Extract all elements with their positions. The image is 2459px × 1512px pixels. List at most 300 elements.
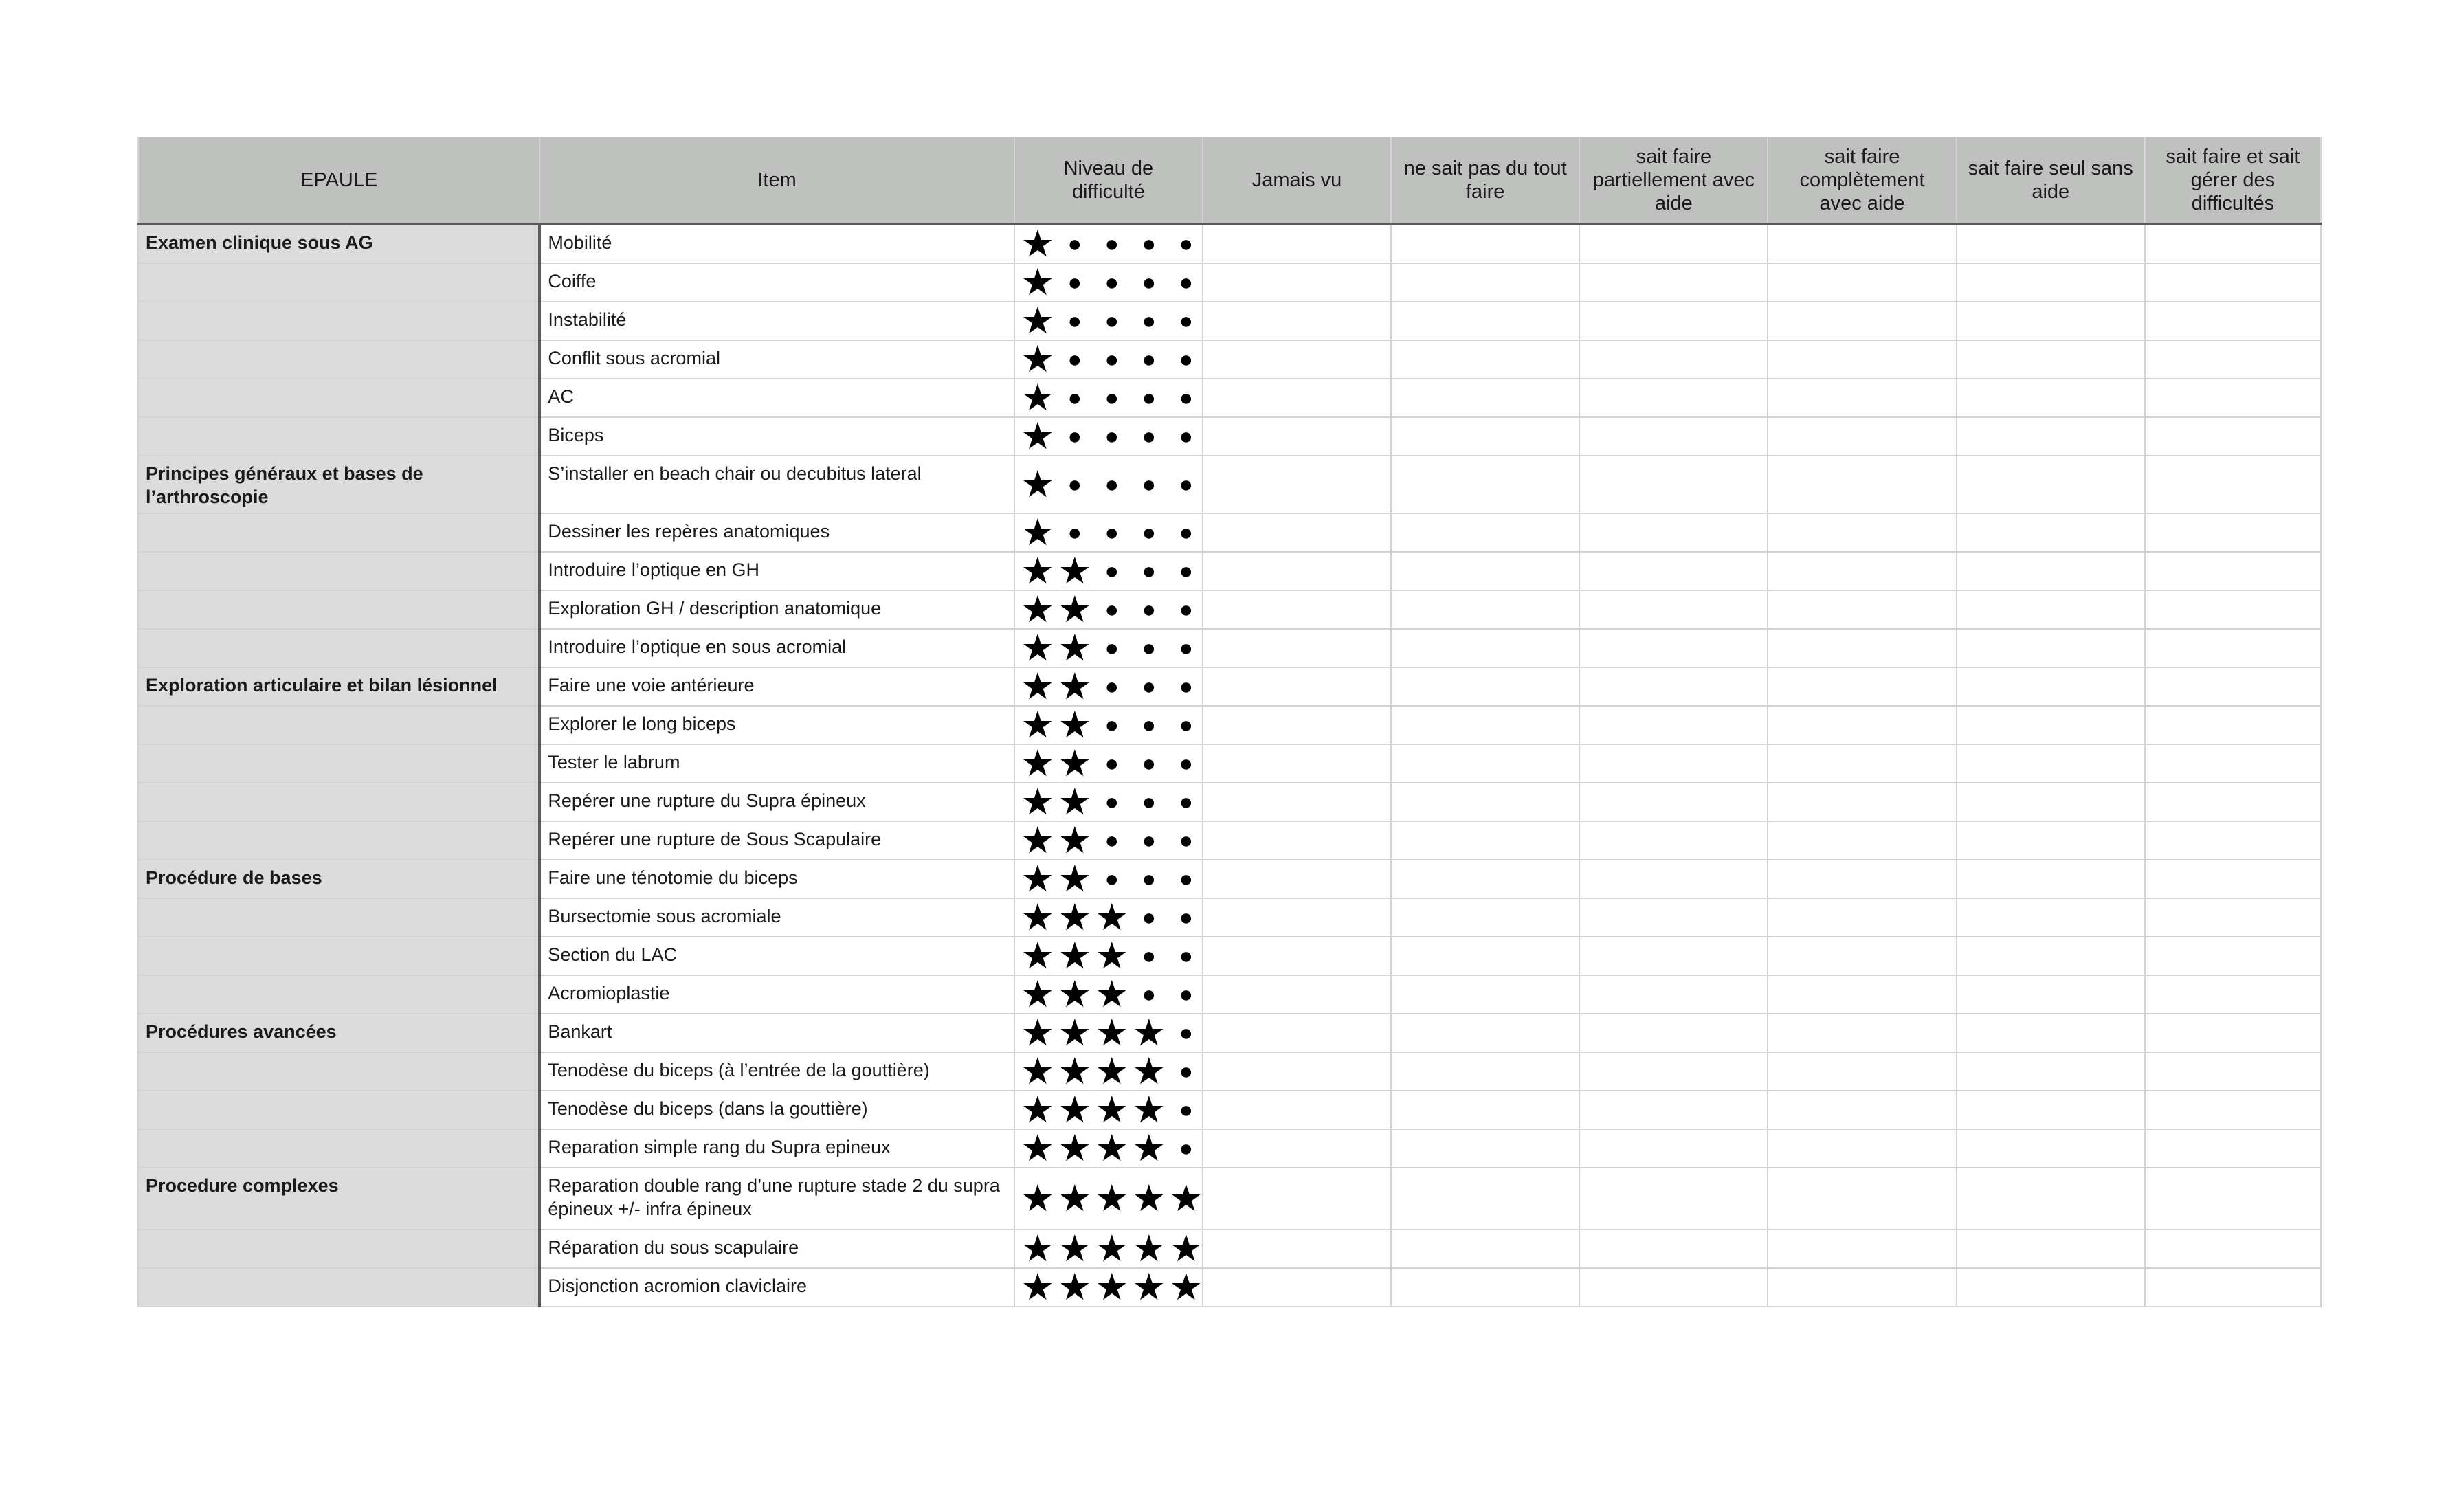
table-body	[138, 224, 2321, 1307]
eval-cell-cannot-do[interactable]	[1391, 629, 1579, 667]
category-cell	[138, 590, 539, 629]
dot-icon: ●	[1142, 712, 1157, 738]
star-icon: ★	[1058, 1178, 1091, 1219]
category-cell	[138, 340, 539, 379]
category-cell	[138, 513, 539, 552]
eval-cell-manage-difficulties[interactable]	[2145, 302, 2321, 340]
eval-cell-partial-with-help[interactable]	[1579, 1091, 1768, 1129]
dot-icon: ●	[1179, 827, 1194, 854]
eval-cell-cannot-do[interactable]	[1391, 1052, 1579, 1091]
table-row	[138, 629, 2321, 667]
eval-cell-partial-with-help[interactable]	[1579, 417, 1768, 456]
table-row	[138, 783, 2321, 821]
eval-cell-manage-difficulties[interactable]	[2145, 1052, 2321, 1091]
dot-icon: ●	[1104, 674, 1120, 700]
eval-cell-alone[interactable]	[1957, 937, 2145, 975]
dot-icon: ●	[1067, 471, 1082, 498]
eval-cell-never-seen[interactable]	[1203, 552, 1391, 590]
dot-icon: ●	[1142, 346, 1157, 373]
eval-cell-partial-with-help[interactable]	[1579, 975, 1768, 1014]
eval-cell-full-with-help[interactable]	[1768, 340, 1956, 379]
dot-icon: ●	[1179, 866, 1194, 892]
eval-cell-alone[interactable]	[1957, 513, 2145, 552]
eval-cell-never-seen[interactable]	[1203, 937, 1391, 975]
eval-cell-never-seen[interactable]	[1203, 629, 1391, 667]
eval-cell-never-seen[interactable]	[1203, 860, 1391, 898]
eval-cell-full-with-help[interactable]	[1768, 898, 1956, 937]
table-row	[138, 860, 2321, 898]
header-cannot-do: ne sait pas du tout faire	[1391, 137, 1579, 224]
eval-cell-alone[interactable]	[1957, 1129, 2145, 1168]
table-row	[138, 667, 2321, 706]
eval-cell-alone[interactable]	[1957, 590, 2145, 629]
eval-cell-cannot-do[interactable]	[1391, 340, 1579, 379]
dot-icon: ●	[1179, 1058, 1194, 1085]
eval-cell-manage-difficulties[interactable]	[2145, 937, 2321, 975]
dot-icon: ●	[1067, 231, 1082, 257]
eval-cell-full-with-help[interactable]	[1768, 706, 1956, 744]
eval-cell-partial-with-help[interactable]	[1579, 1014, 1768, 1052]
star-icon: ★	[1058, 1012, 1091, 1054]
eval-cell-never-seen[interactable]	[1203, 590, 1391, 629]
eval-cell-full-with-help[interactable]	[1768, 379, 1956, 417]
eval-cell-never-seen[interactable]	[1203, 1268, 1391, 1307]
eval-cell-alone[interactable]	[1957, 263, 2145, 302]
eval-cell-full-with-help[interactable]	[1768, 667, 1956, 706]
dot-icon: ●	[1142, 866, 1157, 892]
eval-cell-manage-difficulties[interactable]	[2145, 590, 2321, 629]
eval-cell-partial-with-help[interactable]	[1579, 898, 1768, 937]
eval-cell-manage-difficulties[interactable]	[2145, 898, 2321, 937]
eval-cell-never-seen[interactable]	[1203, 417, 1391, 456]
eval-cell-partial-with-help[interactable]	[1579, 860, 1768, 898]
eval-cell-never-seen[interactable]	[1203, 513, 1391, 552]
dot-icon: ●	[1179, 981, 1194, 1008]
eval-cell-cannot-do[interactable]	[1391, 1168, 1579, 1230]
category-cell	[138, 552, 539, 590]
star-icon: ★	[1132, 1267, 1166, 1308]
dot-icon: ●	[1142, 308, 1157, 334]
eval-cell-full-with-help[interactable]	[1768, 1052, 1956, 1091]
star-icon: ★	[1021, 262, 1054, 303]
dot-icon: ●	[1067, 346, 1082, 373]
dot-icon: ●	[1179, 904, 1194, 931]
eval-cell-partial-with-help[interactable]	[1579, 513, 1768, 552]
difficulty-rating	[1014, 937, 1203, 975]
table-row	[138, 417, 2321, 456]
eval-cell-manage-difficulties[interactable]	[2145, 1091, 2321, 1129]
dot-icon: ●	[1104, 231, 1120, 257]
eval-cell-cannot-do[interactable]	[1391, 456, 1579, 513]
eval-cell-cannot-do[interactable]	[1391, 706, 1579, 744]
header-manage-difficulties: sait faire et sait gérer des difficultés	[2145, 137, 2321, 224]
star-icon: ★	[1021, 1267, 1054, 1308]
star-icon: ★	[1021, 743, 1054, 784]
star-icon: ★	[1132, 1051, 1166, 1092]
star-icon: ★	[1095, 1089, 1128, 1131]
star-icon: ★	[1021, 666, 1054, 707]
eval-cell-manage-difficulties[interactable]	[2145, 340, 2321, 379]
eval-cell-partial-with-help[interactable]	[1579, 1168, 1768, 1230]
dot-icon: ●	[1179, 1097, 1194, 1123]
dot-icon: ●	[1142, 269, 1157, 296]
eval-cell-never-seen[interactable]	[1203, 744, 1391, 783]
eval-cell-full-with-help[interactable]	[1768, 744, 1956, 783]
star-icon: ★	[1021, 897, 1054, 938]
star-icon: ★	[1021, 858, 1054, 900]
eval-cell-alone[interactable]	[1957, 821, 2145, 860]
category-cell	[138, 1052, 539, 1091]
eval-cell-manage-difficulties[interactable]	[2145, 552, 2321, 590]
header-partial-with-help: sait faire partiellement avec aide	[1579, 137, 1768, 224]
star-icon: ★	[1095, 974, 1128, 1015]
star-icon: ★	[1095, 1267, 1128, 1308]
difficulty-rating	[1014, 975, 1203, 1014]
eval-cell-partial-with-help[interactable]	[1579, 340, 1768, 379]
eval-cell-alone[interactable]	[1957, 1268, 2145, 1307]
eval-cell-partial-with-help[interactable]	[1579, 744, 1768, 783]
eval-cell-partial-with-help[interactable]	[1579, 1052, 1768, 1091]
eval-cell-cannot-do[interactable]	[1391, 513, 1579, 552]
eval-cell-alone[interactable]	[1957, 1014, 2145, 1052]
eval-cell-cannot-do[interactable]	[1391, 744, 1579, 783]
dot-icon: ●	[1179, 943, 1194, 969]
dot-icon: ●	[1179, 471, 1194, 498]
eval-cell-cannot-do[interactable]	[1391, 1268, 1579, 1307]
eval-cell-manage-difficulties[interactable]	[2145, 667, 2321, 706]
eval-cell-full-with-help[interactable]	[1768, 1230, 1956, 1268]
dot-icon: ●	[1104, 597, 1120, 623]
eval-cell-full-with-help[interactable]	[1768, 417, 1956, 456]
category-cell: Principes généraux et bases de l’arthroscopie	[138, 456, 539, 513]
eval-cell-alone[interactable]	[1957, 744, 2145, 783]
eval-cell-never-seen[interactable]	[1203, 667, 1391, 706]
difficulty-rating	[1014, 821, 1203, 860]
star-icon: ★	[1021, 1128, 1054, 1169]
item-cell: Bursectomie sous acromiale	[539, 898, 1014, 937]
eval-cell-manage-difficulties[interactable]	[2145, 417, 2321, 456]
dot-icon: ●	[1104, 385, 1120, 411]
eval-cell-alone[interactable]	[1957, 340, 2145, 379]
eval-cell-cannot-do[interactable]	[1391, 552, 1579, 590]
eval-cell-manage-difficulties[interactable]	[2145, 629, 2321, 667]
eval-cell-full-with-help[interactable]	[1768, 629, 1956, 667]
eval-cell-alone[interactable]	[1957, 1052, 2145, 1091]
dot-icon: ●	[1179, 558, 1194, 584]
dot-icon: ●	[1104, 789, 1120, 815]
eval-cell-cannot-do[interactable]	[1391, 860, 1579, 898]
eval-cell-manage-difficulties[interactable]	[2145, 783, 2321, 821]
dot-icon: ●	[1104, 520, 1120, 546]
eval-cell-full-with-help[interactable]	[1768, 590, 1956, 629]
eval-cell-never-seen[interactable]	[1203, 224, 1391, 263]
eval-cell-alone[interactable]	[1957, 1230, 2145, 1268]
eval-cell-manage-difficulties[interactable]	[2145, 1129, 2321, 1168]
dot-icon: ●	[1104, 308, 1120, 334]
table-row	[138, 552, 2321, 590]
eval-cell-partial-with-help[interactable]	[1579, 783, 1768, 821]
eval-cell-partial-with-help[interactable]	[1579, 1268, 1768, 1307]
category-cell	[138, 975, 539, 1014]
eval-cell-full-with-help[interactable]	[1768, 821, 1956, 860]
category-cell	[138, 821, 539, 860]
dot-icon: ●	[1142, 789, 1157, 815]
eval-cell-cannot-do[interactable]	[1391, 302, 1579, 340]
table-row	[138, 706, 2321, 744]
eval-cell-cannot-do[interactable]	[1391, 590, 1579, 629]
dot-icon: ●	[1179, 1135, 1194, 1161]
eval-cell-manage-difficulties[interactable]	[2145, 263, 2321, 302]
eval-cell-cannot-do[interactable]	[1391, 783, 1579, 821]
eval-cell-manage-difficulties[interactable]	[2145, 1230, 2321, 1268]
eval-cell-full-with-help[interactable]	[1768, 1091, 1956, 1129]
difficulty-rating	[1014, 340, 1203, 379]
eval-cell-full-with-help[interactable]	[1768, 513, 1956, 552]
eval-cell-partial-with-help[interactable]	[1579, 821, 1768, 860]
star-icon: ★	[1132, 1128, 1166, 1169]
dot-icon: ●	[1067, 520, 1082, 546]
eval-cell-manage-difficulties[interactable]	[2145, 860, 2321, 898]
eval-cell-partial-with-help[interactable]	[1579, 456, 1768, 513]
star-icon: ★	[1021, 1012, 1054, 1054]
eval-cell-partial-with-help[interactable]	[1579, 1230, 1768, 1268]
dot-icon: ●	[1104, 471, 1120, 498]
dot-icon: ●	[1104, 751, 1120, 777]
eval-cell-never-seen[interactable]	[1203, 1091, 1391, 1129]
eval-cell-full-with-help[interactable]	[1768, 456, 1956, 513]
eval-cell-partial-with-help[interactable]	[1579, 937, 1768, 975]
eval-cell-alone[interactable]	[1957, 629, 2145, 667]
eval-cell-manage-difficulties[interactable]	[2145, 379, 2321, 417]
table-row	[138, 975, 2321, 1014]
eval-cell-cannot-do[interactable]	[1391, 263, 1579, 302]
eval-cell-full-with-help[interactable]	[1768, 937, 1956, 975]
category-cell	[138, 379, 539, 417]
eval-cell-never-seen[interactable]	[1203, 1230, 1391, 1268]
eval-cell-alone[interactable]	[1957, 456, 2145, 513]
dot-icon: ●	[1067, 269, 1082, 296]
eval-cell-alone[interactable]	[1957, 667, 2145, 706]
eval-cell-full-with-help[interactable]	[1768, 263, 1956, 302]
dot-icon: ●	[1142, 981, 1157, 1008]
eval-cell-cannot-do[interactable]	[1391, 667, 1579, 706]
difficulty-rating	[1014, 513, 1203, 552]
difficulty-rating	[1014, 302, 1203, 340]
item-cell: Tenodèse du biceps (à l’entrée de la gouttière)	[539, 1052, 1014, 1091]
category-cell	[138, 1091, 539, 1129]
eval-cell-never-seen[interactable]	[1203, 1129, 1391, 1168]
item-cell: Faire une ténotomie du biceps	[539, 860, 1014, 898]
table-row	[138, 1014, 2321, 1052]
eval-cell-alone[interactable]	[1957, 224, 2145, 263]
difficulty-rating	[1014, 456, 1203, 513]
eval-cell-partial-with-help[interactable]	[1579, 263, 1768, 302]
difficulty-rating	[1014, 552, 1203, 590]
eval-cell-manage-difficulties[interactable]	[2145, 456, 2321, 513]
eval-cell-partial-with-help[interactable]	[1579, 590, 1768, 629]
table-row	[138, 590, 2321, 629]
star-icon: ★	[1021, 464, 1054, 505]
dot-icon: ●	[1179, 789, 1194, 815]
star-icon: ★	[1095, 1012, 1128, 1054]
eval-cell-never-seen[interactable]	[1203, 379, 1391, 417]
eval-cell-cannot-do[interactable]	[1391, 417, 1579, 456]
table-row	[138, 1091, 2321, 1129]
star-icon: ★	[1021, 1178, 1054, 1219]
eval-cell-never-seen[interactable]	[1203, 898, 1391, 937]
eval-cell-alone[interactable]	[1957, 1091, 2145, 1129]
eval-cell-manage-difficulties[interactable]	[2145, 224, 2321, 263]
dot-icon: ●	[1142, 943, 1157, 969]
difficulty-rating	[1014, 1168, 1203, 1230]
eval-cell-never-seen[interactable]	[1203, 1052, 1391, 1091]
star-icon: ★	[1021, 781, 1054, 823]
star-icon: ★	[1021, 627, 1054, 669]
item-cell: Repérer une rupture du Supra épineux	[539, 783, 1014, 821]
eval-cell-full-with-help[interactable]	[1768, 1014, 1956, 1052]
item-cell: S’installer en beach chair ou decubitus lateral	[539, 456, 1014, 513]
star-icon: ★	[1095, 1228, 1128, 1269]
eval-cell-partial-with-help[interactable]	[1579, 302, 1768, 340]
eval-cell-never-seen[interactable]	[1203, 1168, 1391, 1230]
header-full-with-help: sait faire complètement avec aide	[1768, 137, 1956, 224]
category-cell	[138, 783, 539, 821]
category-cell	[138, 744, 539, 783]
item-cell: Introduire l’optique en sous acromial	[539, 629, 1014, 667]
eval-cell-alone[interactable]	[1957, 417, 2145, 456]
eval-cell-never-seen[interactable]	[1203, 975, 1391, 1014]
difficulty-rating	[1014, 898, 1203, 937]
eval-cell-alone[interactable]	[1957, 783, 2145, 821]
eval-cell-alone[interactable]	[1957, 552, 2145, 590]
eval-cell-cannot-do[interactable]	[1391, 937, 1579, 975]
star-icon: ★	[1021, 1228, 1054, 1269]
eval-cell-full-with-help[interactable]	[1768, 1129, 1956, 1168]
eval-cell-cannot-do[interactable]	[1391, 1091, 1579, 1129]
eval-cell-never-seen[interactable]	[1203, 302, 1391, 340]
eval-cell-never-seen[interactable]	[1203, 821, 1391, 860]
item-cell: Instabilité	[539, 302, 1014, 340]
eval-cell-never-seen[interactable]	[1203, 783, 1391, 821]
eval-cell-alone[interactable]	[1957, 860, 2145, 898]
eval-cell-full-with-help[interactable]	[1768, 224, 1956, 263]
difficulty-rating	[1014, 744, 1203, 783]
star-icon: ★	[1058, 1228, 1091, 1269]
eval-cell-partial-with-help[interactable]	[1579, 667, 1768, 706]
eval-cell-full-with-help[interactable]	[1768, 975, 1956, 1014]
dot-icon: ●	[1179, 346, 1194, 373]
dot-icon: ●	[1142, 385, 1157, 411]
eval-cell-manage-difficulties[interactable]	[2145, 821, 2321, 860]
category-cell: Procedure complexes	[138, 1168, 539, 1230]
eval-cell-manage-difficulties[interactable]	[2145, 513, 2321, 552]
star-icon: ★	[1058, 820, 1091, 861]
dot-icon: ●	[1104, 346, 1120, 373]
dot-icon: ●	[1142, 904, 1157, 931]
eval-cell-manage-difficulties[interactable]	[2145, 1268, 2321, 1307]
eval-cell-partial-with-help[interactable]	[1579, 552, 1768, 590]
item-cell: Exploration GH / description anatomique	[539, 590, 1014, 629]
star-icon: ★	[1021, 512, 1054, 553]
item-cell: Reparation simple rang du Supra epineux	[539, 1129, 1014, 1168]
eval-cell-cannot-do[interactable]	[1391, 1129, 1579, 1168]
star-icon: ★	[1169, 1267, 1203, 1308]
difficulty-rating	[1014, 417, 1203, 456]
category-cell: Examen clinique sous AG	[138, 224, 539, 263]
eval-cell-cannot-do[interactable]	[1391, 975, 1579, 1014]
star-icon: ★	[1058, 704, 1091, 746]
difficulty-rating	[1014, 860, 1203, 898]
star-icon: ★	[1058, 1267, 1091, 1308]
eval-cell-full-with-help[interactable]	[1768, 1268, 1956, 1307]
difficulty-rating	[1014, 590, 1203, 629]
eval-cell-cannot-do[interactable]	[1391, 821, 1579, 860]
eval-cell-full-with-help[interactable]	[1768, 1168, 1956, 1230]
difficulty-rating	[1014, 629, 1203, 667]
eval-cell-alone[interactable]	[1957, 1168, 2145, 1230]
header-epaule: EPAULE	[138, 137, 539, 224]
eval-cell-cannot-do[interactable]	[1391, 379, 1579, 417]
eval-cell-cannot-do[interactable]	[1391, 224, 1579, 263]
eval-cell-manage-difficulties[interactable]	[2145, 975, 2321, 1014]
eval-cell-never-seen[interactable]	[1203, 706, 1391, 744]
star-icon: ★	[1021, 223, 1054, 265]
eval-cell-cannot-do[interactable]	[1391, 1014, 1579, 1052]
star-icon: ★	[1132, 1089, 1166, 1131]
eval-cell-never-seen[interactable]	[1203, 263, 1391, 302]
star-icon: ★	[1132, 1228, 1166, 1269]
eval-cell-cannot-do[interactable]	[1391, 1230, 1579, 1268]
category-cell	[138, 1230, 539, 1268]
eval-cell-never-seen[interactable]	[1203, 340, 1391, 379]
eval-cell-alone[interactable]	[1957, 706, 2145, 744]
item-cell: Explorer le long biceps	[539, 706, 1014, 744]
star-icon: ★	[1058, 935, 1091, 977]
category-cell	[138, 706, 539, 744]
dot-icon: ●	[1179, 385, 1194, 411]
eval-cell-never-seen[interactable]	[1203, 456, 1391, 513]
table-row	[138, 379, 2321, 417]
eval-cell-never-seen[interactable]	[1203, 1014, 1391, 1052]
eval-cell-partial-with-help[interactable]	[1579, 224, 1768, 263]
eval-cell-full-with-help[interactable]	[1768, 302, 1956, 340]
eval-cell-partial-with-help[interactable]	[1579, 629, 1768, 667]
item-cell: Conflit sous acromial	[539, 340, 1014, 379]
eval-cell-manage-difficulties[interactable]	[2145, 744, 2321, 783]
eval-cell-partial-with-help[interactable]	[1579, 706, 1768, 744]
eval-cell-manage-difficulties[interactable]	[2145, 1168, 2321, 1230]
eval-cell-alone[interactable]	[1957, 379, 2145, 417]
eval-cell-manage-difficulties[interactable]	[2145, 706, 2321, 744]
star-icon: ★	[1021, 1051, 1054, 1092]
eval-cell-full-with-help[interactable]	[1768, 552, 1956, 590]
eval-cell-alone[interactable]	[1957, 975, 2145, 1014]
eval-cell-manage-difficulties[interactable]	[2145, 1014, 2321, 1052]
eval-cell-full-with-help[interactable]	[1768, 860, 1956, 898]
dot-icon: ●	[1142, 635, 1157, 661]
star-icon: ★	[1021, 974, 1054, 1015]
star-icon: ★	[1021, 589, 1054, 630]
eval-cell-partial-with-help[interactable]	[1579, 1129, 1768, 1168]
eval-cell-partial-with-help[interactable]	[1579, 379, 1768, 417]
eval-cell-full-with-help[interactable]	[1768, 783, 1956, 821]
dot-icon: ●	[1104, 423, 1120, 449]
star-icon: ★	[1058, 1128, 1091, 1169]
eval-cell-cannot-do[interactable]	[1391, 898, 1579, 937]
eval-cell-alone[interactable]	[1957, 302, 2145, 340]
eval-cell-alone[interactable]	[1957, 898, 2145, 937]
dot-icon: ●	[1142, 231, 1157, 257]
